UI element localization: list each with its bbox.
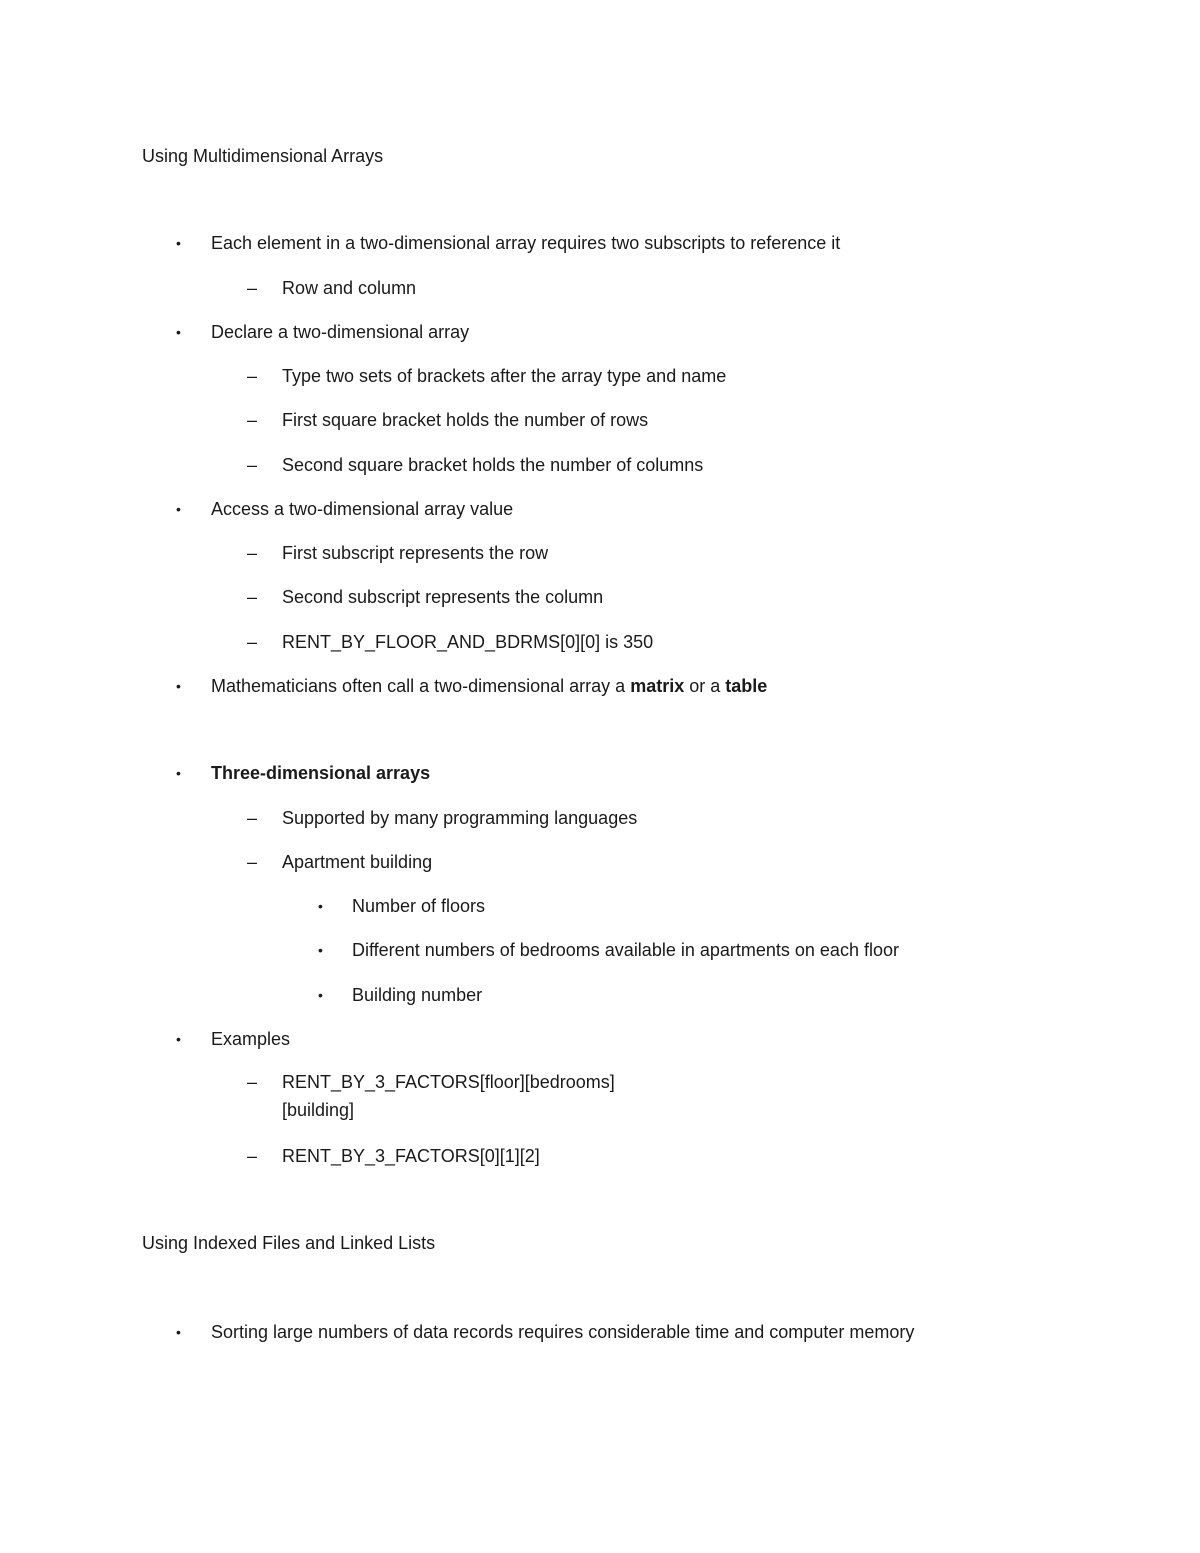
list-item-text: Mathematicians often call a two-dimensional array a <box>211 676 631 696</box>
sub-list-item: Apartment building <box>282 852 433 872</box>
list-item <box>211 761 430 785</box>
dash-marker: – <box>247 410 258 430</box>
list-item: Sorting large numbers of data records requires considerable time and computer memory <box>211 1322 915 1342</box>
section-heading-multidimensional-arrays: Using Multidimensional Arrays <box>142 146 384 166</box>
sub-list-item: Row and column <box>282 278 417 298</box>
sub-sub-list-item: Building number <box>352 985 483 1005</box>
sub-list-item: RENT_BY_3_FACTORS[floor][bedrooms] <box>282 1072 615 1092</box>
bullet-marker: • <box>176 1324 181 1340</box>
dash-marker: – <box>247 1146 258 1166</box>
sub-list-item: Second subscript represents the column <box>282 587 604 607</box>
bullet-marker: • <box>176 678 181 694</box>
section-heading-indexed-files: Using Indexed Files and Linked Lists <box>142 1233 436 1253</box>
sub-list-item: First square bracket holds the number of rows <box>282 410 649 430</box>
dash-marker: – <box>247 455 258 475</box>
bullet-marker: • <box>176 235 181 251</box>
dash-marker: – <box>247 278 258 298</box>
dash-marker: – <box>247 543 258 563</box>
list-item: Each element in a two-dimensional array requires two subscripts to reference it <box>211 233 841 253</box>
sub-sub-list-item: Number of floors <box>352 896 486 916</box>
list-item: Declare a two-dimensional array <box>211 322 470 342</box>
list-item: Access a two-dimensional array value <box>211 499 514 519</box>
sub-list-item-continuation: [building] <box>282 1100 355 1120</box>
list-item <box>211 674 767 698</box>
dash-marker: – <box>247 632 258 652</box>
sub-list-item: Type two sets of brackets after the array type and name <box>282 366 727 386</box>
sub-list-item: Supported by many programming languages <box>282 808 638 828</box>
term-three-dimensional-arrays: Three-dimensional arrays <box>211 763 431 783</box>
bullet-marker: • <box>318 898 323 914</box>
list-item: Examples <box>211 1029 291 1049</box>
dash-marker: – <box>247 587 258 607</box>
bullet-marker: • <box>318 942 323 958</box>
dash-marker: – <box>247 1072 258 1092</box>
bullet-marker: • <box>176 765 181 781</box>
dash-marker: – <box>247 852 258 872</box>
dash-marker: – <box>247 808 258 828</box>
sub-list-item: First subscript represents the row <box>282 543 549 563</box>
sub-list-item: Second square bracket holds the number of columns <box>282 455 704 475</box>
dash-marker: – <box>247 366 258 386</box>
bullet-marker: • <box>176 501 181 517</box>
sub-list-item: RENT_BY_3_FACTORS[0][1][2] <box>282 1146 540 1166</box>
bullet-marker: • <box>176 1031 181 1047</box>
sub-list-item: RENT_BY_FLOOR_AND_BDRMS[0][0] is 350 <box>282 632 654 652</box>
bullet-marker: • <box>176 324 181 340</box>
term-table: table <box>725 676 768 696</box>
term-matrix: matrix <box>630 676 685 696</box>
list-item-text: or a <box>684 676 726 696</box>
bullet-marker: • <box>318 987 323 1003</box>
sub-sub-list-item: Different numbers of bedrooms available in apartments on each floor <box>352 940 899 960</box>
